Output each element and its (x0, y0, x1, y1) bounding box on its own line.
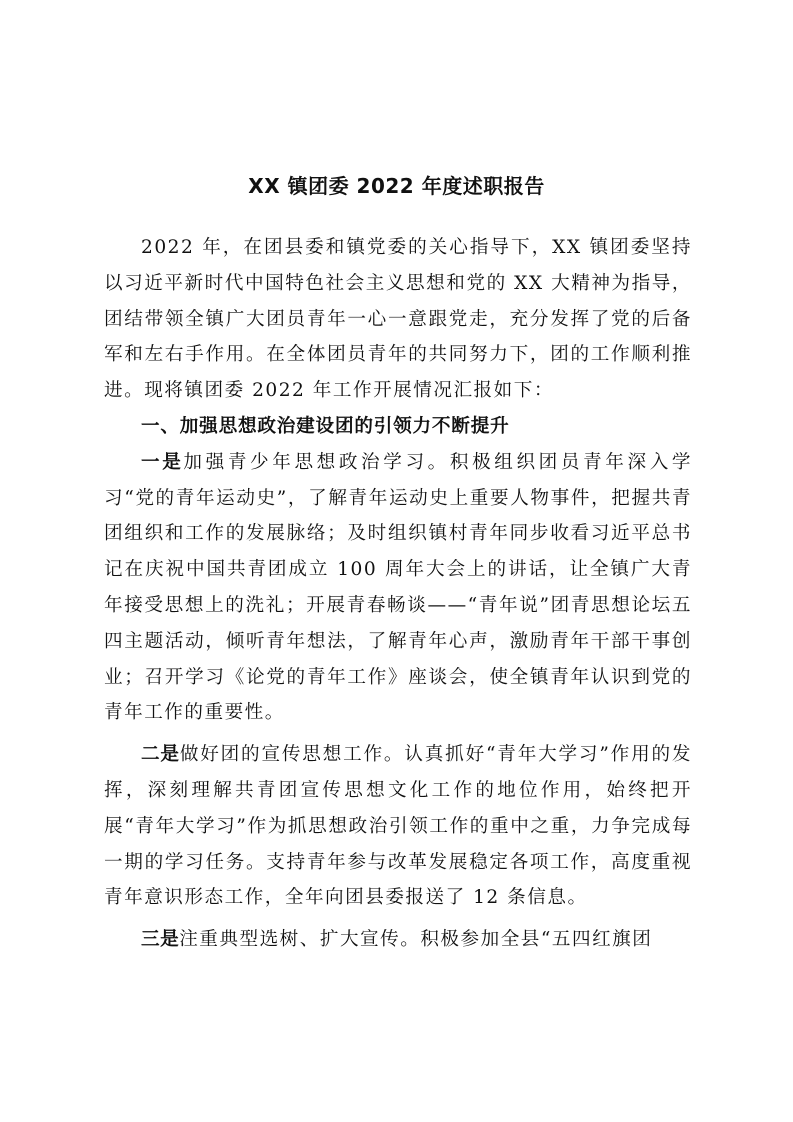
item-paragraph-2 (104, 737, 692, 916)
item-lead: 二是 (141, 744, 180, 766)
document-body (104, 230, 692, 958)
section-heading: 一、加强思想政治建设团的引领力不断提升 (141, 415, 510, 437)
item-text: 加强青少年思想政治学习。积极组织团员青年深入学习“党的青年运动史”，了解青年运动史上重要人物事件，把握共青团组织和工作的发展脉络；及时组织镇村青年同步收看习近平总书记在庆祝中国共青团成立 100 周年大会上的讲话，让全镇广大青年接受思想上的洗礼；开展青春畅谈——“青年说”团青思想论坛五四主题活动，倾听青年想法，了解青年心声，激励青年干部干事创业；召开学习《论党的青年工作》座谈会，使全镇青年认识到党的青年工作的重要性。 (104, 451, 692, 724)
intro-paragraph: 2022 年，在团县委和镇党委的关心指导下，XX 镇团委坚持以习近平新时代中国特色社会主义思想和党的 XX 大精神为指导，团结带领全镇广大团员青年一心一意跟党走，充分发挥了党的后备军和左右手作用。在全体团员青年的共同努力下，团的工作顺利推进。现将镇团委 2022 年工作开展情况汇报如下： (104, 237, 692, 402)
item-lead: 三是 (141, 929, 180, 951)
item-paragraph-1 (104, 445, 692, 731)
item-text: 注重典型选树、扩大宣传。积极参加全县“五四红旗团 (179, 929, 653, 951)
item-text: 做好团的宣传思想工作。认真抓好“青年大学习”作用的发挥，深刻理解共青团宣传思想文化工作的地位作用，始终把开展“青年大学习”作为抓思想政治引领工作的重中之重，力争完成每一期的学习任务。支持青年参与改革发展稳定各项工作，高度重视青年意识形态工作，全年向团县委报送了 12 条信息。 (104, 744, 692, 909)
document-title: XX 镇团委 2022 年度述职报告 (248, 174, 545, 198)
item-paragraph-3 (104, 922, 692, 958)
item-lead: 一是 (141, 451, 184, 473)
